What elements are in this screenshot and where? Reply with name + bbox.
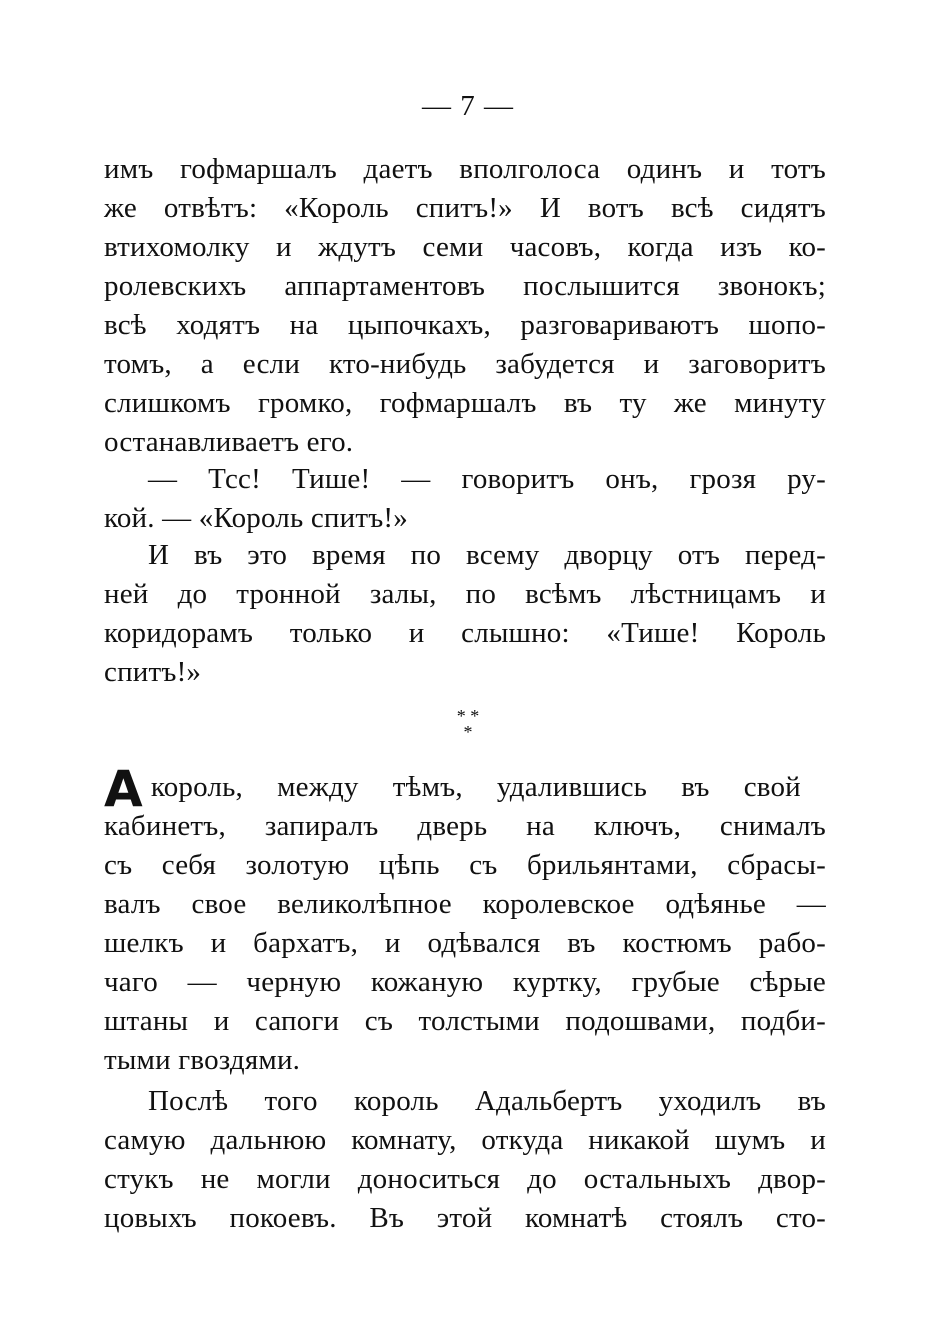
section-separator xyxy=(0,708,936,740)
text-line: же отвѣтъ: «Король спитъ!» И вотъ всѣ сидятъ xyxy=(104,192,826,224)
text-line: ней до тронной залы, по всѣмъ лѣстницамъ и xyxy=(104,578,826,610)
text-line: тыми гвоздями. xyxy=(104,1044,301,1076)
asterism-bottom: * xyxy=(463,722,473,742)
text-line: король, между тѣмъ, удалившись въ свой xyxy=(150,771,801,803)
paragraph-1 xyxy=(104,150,826,462)
dropcap-letter: А xyxy=(104,760,143,818)
text-line: останавливаетъ его. xyxy=(104,426,354,458)
text-line: — Тсс! Тише! — говоритъ онъ, грозя ру- xyxy=(148,463,826,495)
text-line: Послѣ того король Адальбертъ уходилъ въ xyxy=(148,1085,826,1117)
paragraph-3 xyxy=(104,536,826,692)
text-line: штаны и сапоги съ толстыми подошвами, подби- xyxy=(104,1005,826,1037)
text-line: чаго — черную кожаную куртку, грубые сѣрые xyxy=(104,966,826,998)
text-line: спитъ!» xyxy=(104,656,202,688)
text-line: стукъ не могли доноситься до остальныхъ двор- xyxy=(104,1163,826,1195)
text-line: валъ свое великолѣпное королевское одѣянье — xyxy=(104,888,826,920)
dropcap-line xyxy=(104,760,826,818)
text-line: И въ это время по всему дворцу отъ перед- xyxy=(148,539,826,571)
text-line: втихомолку и ждутъ семи часовъ, когда изъ ко- xyxy=(104,231,826,263)
text-line: кой. — «Король спитъ!» xyxy=(104,502,408,534)
page-number: — 7 — xyxy=(422,90,514,122)
paragraph-2 xyxy=(104,460,826,538)
text-line: всѣ ходятъ на цыпочкахъ, разговариваютъ шопо- xyxy=(104,309,826,341)
text-line: самую дальнюю комнату, откуда никакой шумъ и xyxy=(104,1124,826,1156)
text-line: шелкъ и бархатъ, и одѣвался въ костюмъ рабо- xyxy=(104,927,826,959)
section-paragraph xyxy=(104,760,826,1080)
text-line: слишкомъ громко, гофмаршалъ въ ту же минуту xyxy=(104,387,826,419)
asterism-top: * * xyxy=(456,706,480,726)
paragraph-last xyxy=(104,1082,826,1238)
text-line: ролевскихъ аппартаментовъ послышится звонокъ; xyxy=(104,270,826,302)
text-line: съ себя золотую цѣпь съ брильянтами, сбрасы- xyxy=(104,849,826,881)
text-line: томъ, а если кто-нибудь забудется и заговоритъ xyxy=(104,348,826,380)
text-line: имъ гофмаршалъ даетъ вполголоса одинъ и тотъ xyxy=(104,153,826,185)
text-line: коридорамъ только и слышно: «Тише! Король xyxy=(104,617,826,649)
text-line: цовыхъ покоевъ. Въ этой комнатѣ стоялъ сто- xyxy=(104,1202,826,1234)
text-line: кабинетъ, запиралъ дверь на ключъ, снималъ xyxy=(104,810,826,842)
